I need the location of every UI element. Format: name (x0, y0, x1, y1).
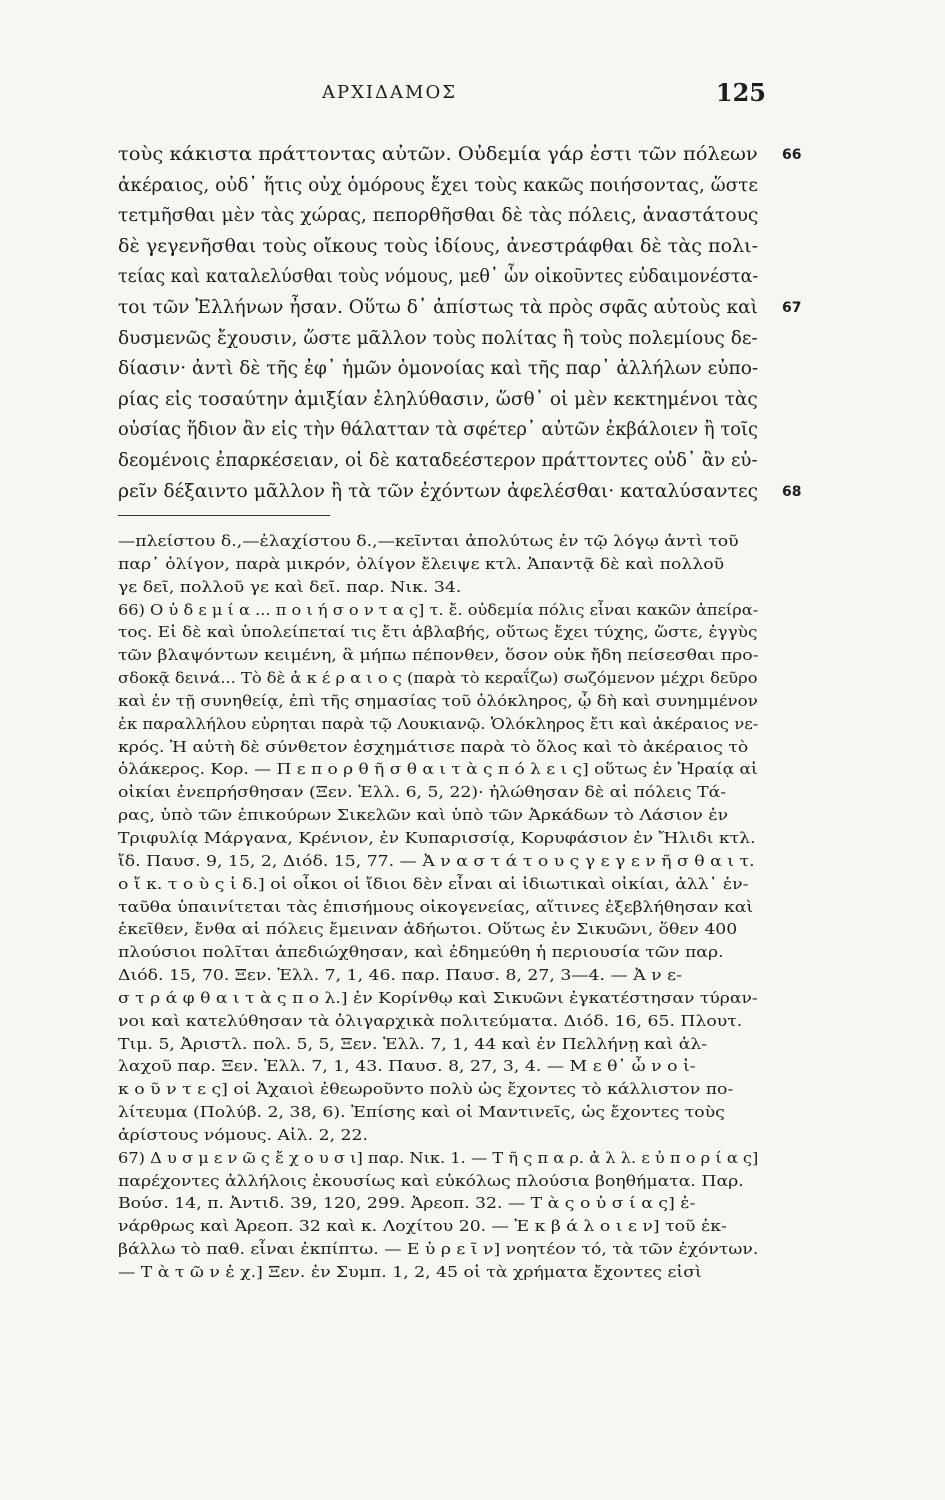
section-number: 68 (782, 483, 802, 500)
running-title: ΑΡΧΙΔΑΜΟΣ (322, 82, 457, 103)
main-text-line-content: οὐσίας ἥδιον ἂν εἰς τὴν θάλατταν τὰ σφέτερ᾽ αὐτῶν ἐκβάλοιεν ἢ τοῖς (118, 419, 759, 441)
main-text-line-content: ἀκέραιος, οὐδ᾽ ἥτις οὐχ ὁμόρους ἔχει τοὺς κακῶς ποιήσοντας, ὥστε (118, 174, 758, 196)
note-line: λίτευμα (Πολύβ. 2, 38, 6). Ἐπίσης καὶ οἱ Μαντινεῖς, ὡς ἔχοντες τοὺς (118, 1103, 725, 1122)
note-line: σδοκᾷ δεινά... Τὸ δὲ ἀ κ έ ρ α ι ο ς (παρὰ τὸ κεραΐζω) σωζόμενον μέχρι δεῦρο (118, 669, 758, 688)
note-line: πλούσιοι πολῖται ἀπεδιώχθησαν, καὶ ἐδημεύθη ἡ περιουσία τῶν παρ. (118, 943, 724, 962)
main-text-line (118, 232, 758, 263)
running-head (0, 78, 945, 112)
main-text-line (118, 446, 758, 477)
note-line: — Τ ὰ τ ῶ ν ἐ χ.] Ξεν. ἐν Συμπ. 1, 2, 45 οἱ τὰ χρήματα ἔχοντες εἰσὶ (118, 1263, 702, 1281)
main-text-line (118, 477, 802, 508)
main-text-line (118, 324, 758, 355)
page-number: 125 (715, 78, 766, 107)
note-line: λαχοῦ παρ. Ξεν. Ἑλλ. 7, 1, 43. Παυσ. 8, 27, 3, 4. — Μ ε θ᾽ ὧ ν ο ἰ- (118, 1057, 696, 1076)
main-text-line-content: ρεῖν δέξαιντο μᾶλλον ἢ τὰ τῶν ἐχόντων ἀφελέσθαι· καταλύσαντες (118, 480, 759, 502)
footnote-separator (118, 515, 330, 516)
commentary-notes (118, 530, 758, 1284)
main-text-line-content: δεομένοις ἐπαρκέσειαν, οἱ δὲ καταδεέστερον πράττοντες οὐδ᾽ ἂν εὑ- (118, 449, 758, 471)
note-line: ἐκεῖθεν, ἔνθα αἱ πόλεις ἔμειναν ἀδήωτοι. Οὕτως ἐν Σικυῶνι, ὅθεν 400 (118, 920, 738, 939)
note-line: σ τ ρ ά φ θ α ι τ ὰ ς π ο λ.] ἐν Κορίνθῳ καὶ Σικυῶνι ἐγκατέστησαν τύραν- (118, 988, 758, 1007)
note-line: ἐκ παραλλήλου εὑρηται παρὰ τῷ Λουκιανῷ. Ὁλόκληρος ἔτι καὶ ἀκέραιος νε- (118, 714, 759, 733)
note-line: νάρθρως καὶ Ἀρεοπ. 32 καὶ κ. Λοχίτου 20. — Ἐ κ β ά λ ο ι ε ν] τοῦ ἐκ- (118, 1217, 727, 1236)
main-text-line-content: τοὺς κάκιστα πράττοντας αὐτῶν. Οὐδεμία γάρ ἐστι τῶν πόλεων (118, 144, 758, 165)
main-text-line (118, 140, 802, 171)
note-line: ὁλάκερος. Κορ. — Π ε π ο ρ θ ῆ σ θ α ι τ ὰ ς π ό λ ε ι ς] οὕτως ἐν Ἡραίᾳ αἱ (118, 760, 758, 779)
note-line: οἰκίαι ἐνεπρήσθησαν (Ξεν. Ἑλλ. 6, 5, 22)· ἠλώθησαν δὲ αἱ πόλεις Τά- (118, 783, 727, 802)
main-text (118, 140, 802, 507)
note-line: ἀρίστους νόμους. Αἰλ. 2, 22. (118, 1125, 368, 1144)
main-text-line (118, 262, 758, 293)
note-line: Τιμ. 5, Ἀριστλ. πολ. 5, 5, Ξεν. Ἑλλ. 7, 1, 44 καὶ ἐν Πελλήνῃ καὶ ἀλ- (118, 1034, 708, 1053)
note-line: Διόδ. 15, 70. Ξεν. Ἑλλ. 7, 1, 46. παρ. Παυσ. 8, 27, 3—4. — Ἀ ν ε- (118, 966, 682, 985)
note-line: —πλείστου δ.,—ἐλαχίστου δ.,—κεῖνται ἀπολύτως ἐν τῷ λόγῳ ἀντὶ τοῦ (118, 532, 739, 550)
section-number: 66 (782, 147, 802, 163)
note-line: τῶν βλαψόντων κειμένη, ἃ μήπω πέπονθεν, ὅσον οὐκ ἤδη πείσεσθαι προ- (118, 646, 759, 665)
main-text-line (118, 293, 802, 324)
note-line: κ ο ῦ ν τ ε ς] οἱ Ἀχαιοὶ ἐθεωροῦντο πολὺ ὡς ἔχοντες τὸ κάλλιστον πο- (118, 1080, 734, 1099)
main-text-line-content: δὲ γεγενῆσθαι τοὺς οἴκους τοὺς ἰδίους, ἀνεστράφθαι δὲ τὰς πολι- (118, 235, 759, 257)
main-text-line (118, 385, 758, 416)
note-line: 67) Δ υ σ μ ε ν ῶ ς ἔ χ ο υ σ ι] παρ. Νικ. 1. — Τ ῆ ς π α ρ. ἀ λ λ. ε ὐ π ο ρ ί α ς] (118, 1148, 759, 1167)
main-text-line (118, 415, 758, 446)
note-line: Βούσ. 14, π. Ἀντιδ. 39, 120, 299. Ἀρεοπ. 32. — Τ ὰ ς ο ὐ σ ί α ς] ἐ- (118, 1194, 696, 1213)
note-line: ο ἴ κ. τ ο ὺ ς ἰ δ.] οἱ οἶκοι οἱ ἴδιοι δὲν εἶναι αἱ ἰδιωτικαὶ οἰκίαι, ἀλλ᾽ ἐν- (118, 874, 749, 893)
main-text-line (118, 201, 758, 232)
main-text-line-content: τείας καὶ καταλελύσθαι τοὺς νόμους, μεθ᾽ ὧν οἰκοῦντες εὐδαιμονέστα- (118, 266, 759, 288)
note-line: 66) Ο ὐ δ ε μ ί α ... π ο ι ή σ ο ν τ α ς] τ. ἔ. οὐδεμία πόλις εἶναι κακῶν ἀπείρα- (118, 600, 759, 619)
note-line: νοι καὶ κατελύθησαν τὰ ὀλιγαρχικὰ πολιτεύματα. Διόδ. 16, 65. Πλουτ. (118, 1011, 743, 1030)
note-line: παρ᾽ ὀλίγον, παρὰ μικρόν, ὀλίγον ἔλειψε κτλ. Ἁπαντᾷ δὲ καὶ πολλοῦ (118, 554, 725, 573)
main-text-line (118, 171, 758, 202)
note-line: τος. Εἰ δὲ καὶ ὑπολείπεταί τις ἔτι ἀβλαβής, οὕτως ἔχει τύχης, ὥστε, ἐγγὺς (118, 623, 758, 642)
main-text-line-content: τοι τῶν Ἑλλήνων ἦσαν. Οὕτω δ᾽ ἀπίστως τὰ πρὸς σφᾶς αὐτοὺς καὶ (118, 296, 758, 318)
main-text-line-content: ρίας εἰς τοσαύτην ἀμιξίαν ἐληλύθασιν, ὥσθ᾽ οἱ μὲν κεκτημένοι τὰς (118, 388, 758, 410)
note-line: παρέχοντες ἀλλήλοις ἑκουσίως καὶ εὐκόλως πλούσια βοηθήματα. Παρ. (118, 1171, 744, 1190)
note-line: καὶ ἐν τῇ συνηθείᾳ, ἐπὶ τῆς σημασίας τοῦ ὁλόκληρος, ᾧ δὴ καὶ συνημμένον (118, 691, 758, 710)
note-line: ἴδ. Παυσ. 9, 15, 2, Διόδ. 15, 77. — Ἀ ν α σ τ ά τ ο υ ς γ ε γ ε ν ῆ σ θ α ι τ. (118, 851, 755, 870)
main-text-line-content: δίασιν· ἀντὶ δὲ τῆς ἐφ᾽ ἡμῶν ὁμονοίας καὶ τῆς παρ᾽ ἀλλήλων εὐπο- (118, 358, 759, 380)
main-text-line-content: τετμῆσθαι μὲν τὰς χώρας, πεπορθῆσθαι δὲ τὰς πόλεις, ἀναστάτους (118, 205, 759, 227)
main-text-line (118, 354, 758, 385)
note-line: Τριφυλίᾳ Μάργανα, Κρένιον, ἐν Κυπαρισσίᾳ, Κορυφάσιον ἐν Ἤλιδι κτλ. (118, 828, 756, 847)
note-line: κρός. Ἡ αὐτὴ δὲ σύνθετον ἐσχημάτισε παρὰ τὸ ὅλος καὶ τὸ ἀκέραιος τὸ (118, 737, 749, 756)
note-line: γε δεῖ, πολλοῦ γε καὶ δεῖ. παρ. Νικ. 34. (118, 577, 462, 596)
note-line: ταῦθα ὑπαινίτεται τὰς ἐπισήμους οἰκογενείας, αἵτινες ἐξεβλήθησαν καὶ (118, 897, 754, 916)
note-line: βάλλω τὸ παθ. εἶναι ἐκπίπτω. — Ε ὑ ρ ε ῖ ν] νοητέον τό, τὰ τῶν ἐχόντων. (118, 1240, 759, 1259)
section-number: 67 (782, 299, 802, 316)
main-text-line-content: δυσμενῶς ἔχουσιν, ὥστε μᾶλλον τοὺς πολίτας ἢ τοὺς πολεμίους δε- (118, 327, 758, 349)
note-line: ρας, ὑπὸ τῶν ἐπικούρων Σικελῶν καὶ ὑπὸ τῶν Ἀρκάδων τὸ Λάσιον ἐν (118, 806, 729, 825)
